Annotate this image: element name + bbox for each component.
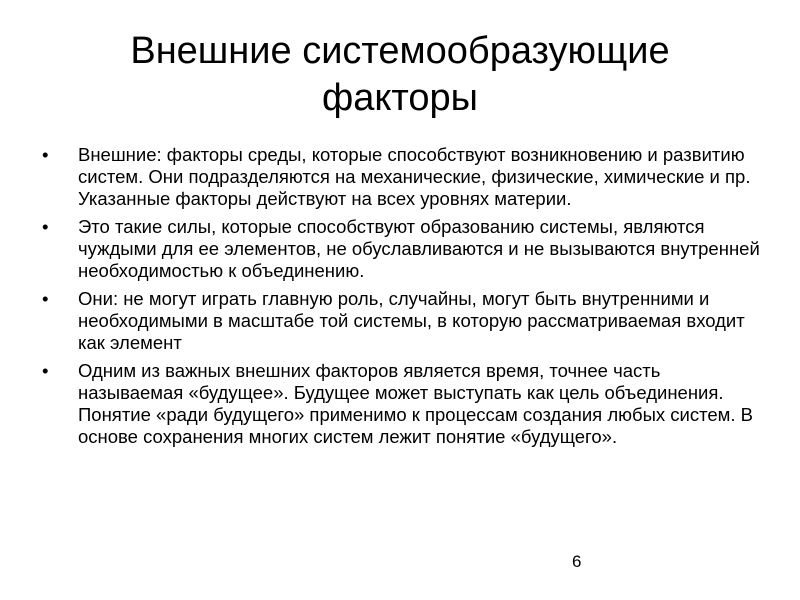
bullet-icon: • xyxy=(42,144,49,165)
bullet-text: Внешние: факторы среды, которые способствуют возникновению и развитию систем. Они подразделяются на механические, физические, химические и пр. Указанные факторы действуют на всех уровнях материи. xyxy=(78,144,751,209)
bullet-item xyxy=(42,216,762,282)
bullet-icon: • xyxy=(42,288,49,309)
slide-title-line-1: Внешние системообразующие xyxy=(130,30,670,72)
bullet-text: Одним из важных внешних факторов является время, точнее часть называемая «будущее». Будущее может выступать как цель объединения. Понятие «ради будущего» применимо к процессам создания любых систем. В основе сохранения многих систем лежит понятие «будущего». xyxy=(78,360,754,447)
bullet-text: Они: не могут играть главную роль, случайны, могут быть внутренними и необходимыми в масштабе той системы, в которую рассматриваемая входит как элемент xyxy=(78,288,745,353)
bullet-icon: • xyxy=(42,360,49,381)
page-number: 6 xyxy=(572,552,582,571)
bullet-icon: • xyxy=(42,216,49,237)
bullet-item xyxy=(42,360,762,448)
slide-title xyxy=(40,28,760,122)
bullet-item xyxy=(42,144,762,210)
bullet-item xyxy=(42,288,762,354)
bullet-list xyxy=(42,144,762,454)
slide-title-line-2: факторы xyxy=(321,77,478,119)
bullet-text: Это такие силы, которые способствуют образованию системы, являются чуждыми для ее элементов, не обуславливаются и не вызываются внутренней необходимостью к объединению. xyxy=(78,216,760,281)
